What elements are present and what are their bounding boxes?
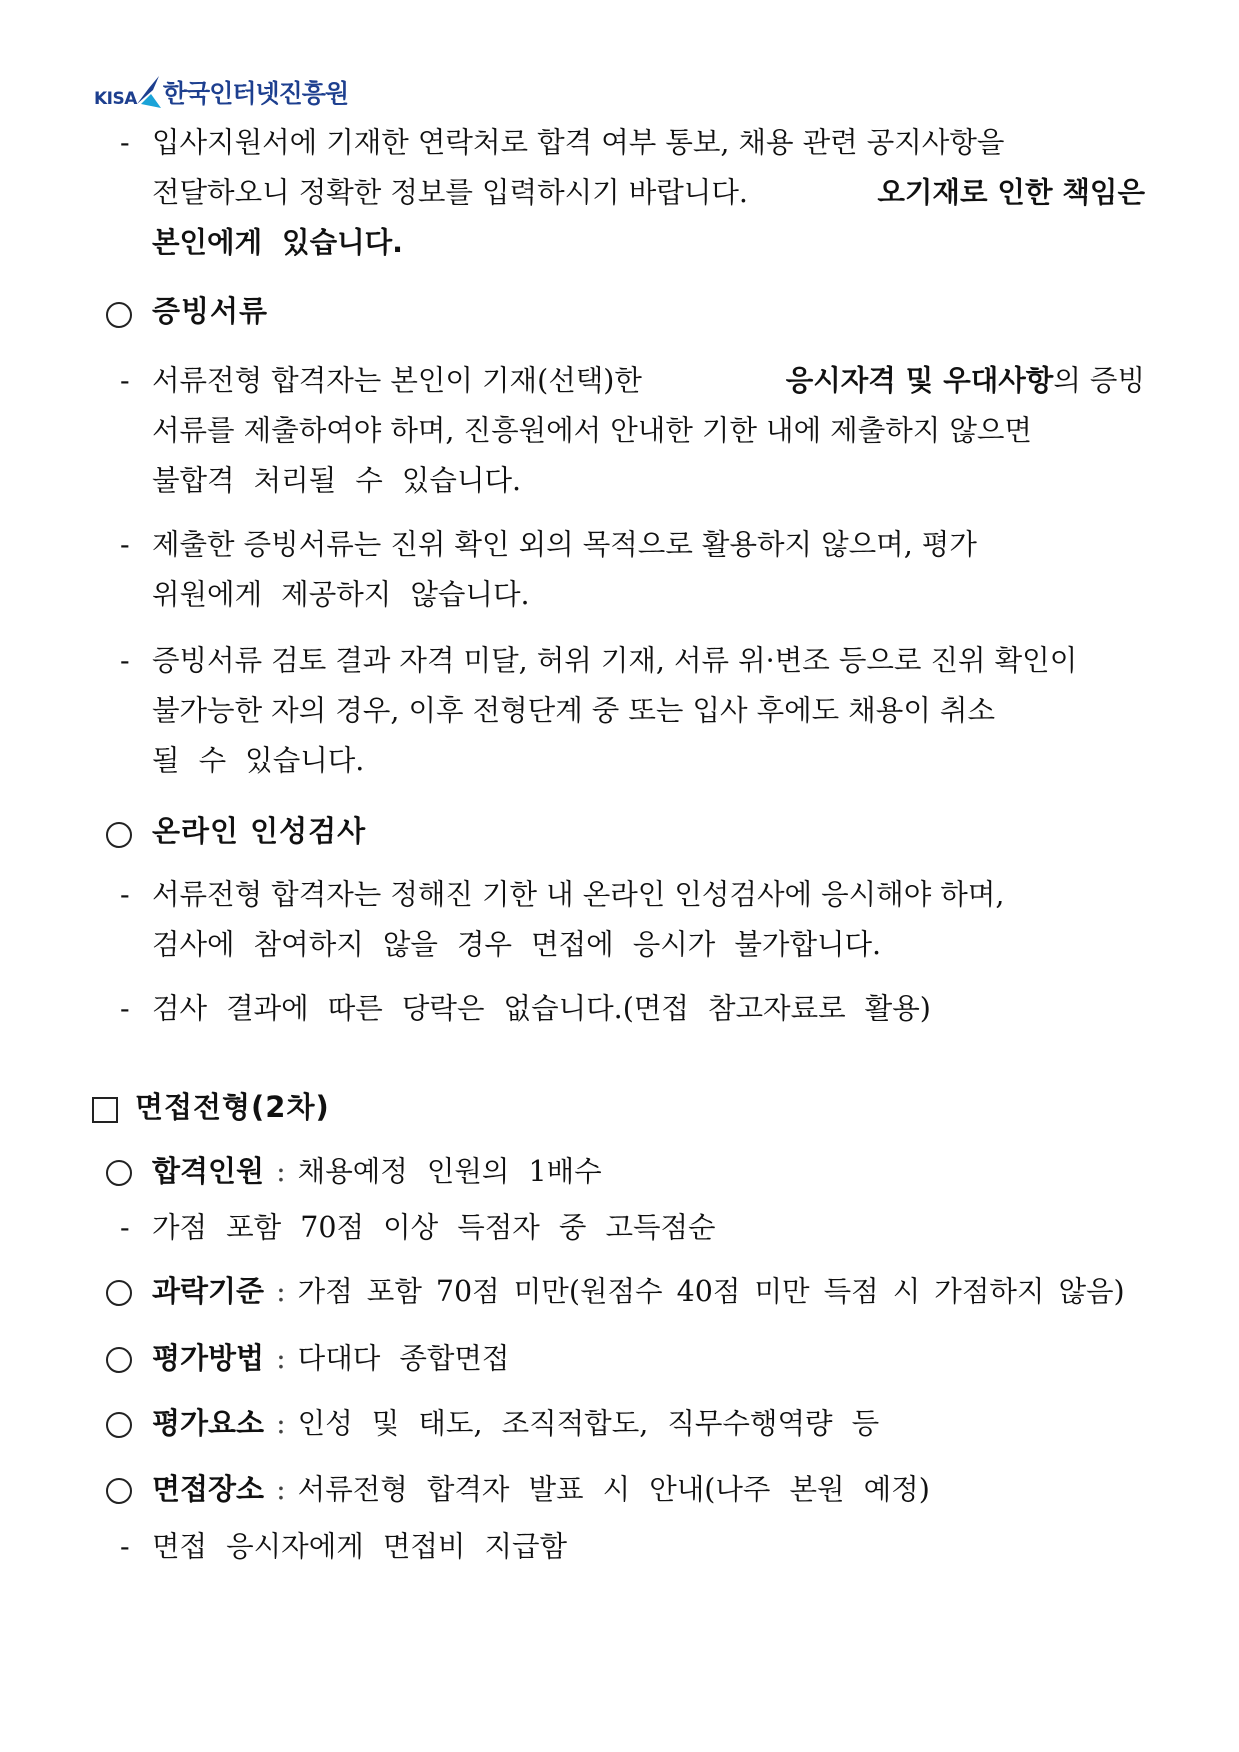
logo-org-name: 한국인터넷진흥원 — [162, 79, 349, 108]
item-label: 합격인원 — [152, 1154, 265, 1188]
item-value: 채용예정 인원의 1배수 — [297, 1155, 602, 1188]
kisa-logo — [94, 74, 348, 110]
circle-bullet-icon — [106, 1160, 132, 1186]
square-bullet-icon — [92, 1097, 118, 1123]
circle-bullet-icon — [106, 1412, 132, 1438]
interview-item-4 — [152, 1398, 879, 1449]
bullet-dash: - — [120, 878, 130, 911]
docs-b1-l1b: 응시자격 및 우대사항 — [785, 364, 1054, 397]
item-label: 과락기준 — [152, 1274, 265, 1308]
docs-b1-line1 — [152, 356, 1145, 406]
logo-short: KISA — [94, 89, 137, 109]
interview-sub5: 면접 응시자에게 면접비 지급함 — [152, 1530, 568, 1563]
item-colon: : — [276, 1275, 286, 1308]
interview-title: 면접전형(2차) — [135, 1090, 330, 1124]
item-colon: : — [276, 1155, 286, 1188]
test-title: 온라인 인성검사 — [152, 814, 367, 848]
bullet-dash: - — [120, 364, 130, 397]
docs-b2-line2: 위원에게 제공하지 않습니다. — [152, 578, 530, 611]
test-b1-line1: 서류전형 합격자는 정해진 기한 내 온라인 인성검사에 응시해야 하며, — [152, 878, 1005, 911]
docs-b2-line1: 제출한 증빙서류는 진위 확인 외의 목적으로 활용하지 않으며, 평가 — [152, 528, 977, 561]
bullet-dash: - — [120, 1211, 130, 1244]
bullet-dash: - — [120, 126, 130, 159]
circle-bullet-icon — [106, 1478, 132, 1504]
docs-b1-l1-rest — [786, 356, 1145, 406]
docs-b1-line3: 불합격 처리될 수 있습니다. — [152, 464, 522, 497]
logo-swoosh-icon — [135, 74, 161, 110]
item-colon: : — [276, 1407, 286, 1440]
interview-item-5 — [152, 1464, 930, 1515]
bullet-dash: - — [120, 528, 130, 561]
docs-b1-l1c: 의 증빙 — [1053, 364, 1145, 397]
bullet-dash: - — [120, 644, 130, 677]
docs-b1-l1a: 서류전형 합격자는 본인이 기재(선택)한 — [152, 364, 642, 397]
test-b2-line1: 검사 결과에 따른 당락은 없습니다.(면접 참고자료로 활용) — [152, 992, 931, 1025]
docs-title: 증빙서류 — [152, 294, 269, 328]
docs-b3-line2: 불가능한 자의 경우, 이후 전형단계 중 또는 입사 후에도 채용이 취소 — [152, 694, 995, 727]
circle-bullet-icon — [106, 302, 132, 328]
circle-bullet-icon — [106, 1347, 132, 1373]
bullet-dash: - — [120, 1530, 130, 1563]
docs-b1-line2: 서류를 제출하여야 하며, 진흥원에서 안내한 기한 내에 제출하지 않으면 — [152, 414, 1032, 447]
p1-line2 — [152, 168, 1145, 218]
circle-bullet-icon — [106, 822, 132, 848]
item-label: 면접장소 — [152, 1472, 265, 1506]
item-label: 평가방법 — [152, 1341, 265, 1375]
p1-line3: 본인에게 있습니다. — [152, 226, 403, 259]
interview-item-2 — [152, 1266, 1125, 1317]
interview-sub1: 가점 포함 70점 이상 득점자 중 고득점순 — [152, 1211, 716, 1244]
interview-item-3 — [152, 1333, 509, 1384]
item-value: 인성 및 태도, 조직적합도, 직무수행역량 등 — [297, 1407, 880, 1440]
test-b1-line2: 검사에 참여하지 않을 경우 면접에 응시가 불가합니다. — [152, 928, 882, 961]
docs-b3-line1: 증빙서류 검토 결과 자격 미달, 허위 기재, 서류 위·변조 등으로 진위 확인이 — [152, 644, 1078, 677]
item-label: 평가요소 — [152, 1406, 265, 1440]
p1-line1: 입사지원서에 기재한 연락처로 합격 여부 통보, 채용 관련 공지사항을 — [152, 126, 1005, 159]
item-value: 다대다 종합면접 — [297, 1342, 510, 1375]
item-value: 가점 포함 70점 미만(원점수 40점 미만 득점 시 가점하지 않음) — [297, 1275, 1125, 1308]
circle-bullet-icon — [106, 1280, 132, 1306]
item-value: 서류전형 합격자 발표 시 안내(나주 본원 예정) — [297, 1473, 930, 1506]
bullet-dash: - — [120, 992, 130, 1025]
item-colon: : — [276, 1473, 286, 1506]
interview-item-1 — [152, 1146, 602, 1197]
docs-b3-line3: 될 수 있습니다. — [152, 744, 365, 777]
p1-line2b: 오기재로 인한 책임은 — [877, 176, 1145, 209]
p1-line2a: 전달하오니 정확한 정보를 입력하시기 바랍니다. — [152, 176, 748, 209]
item-colon: : — [276, 1342, 286, 1375]
